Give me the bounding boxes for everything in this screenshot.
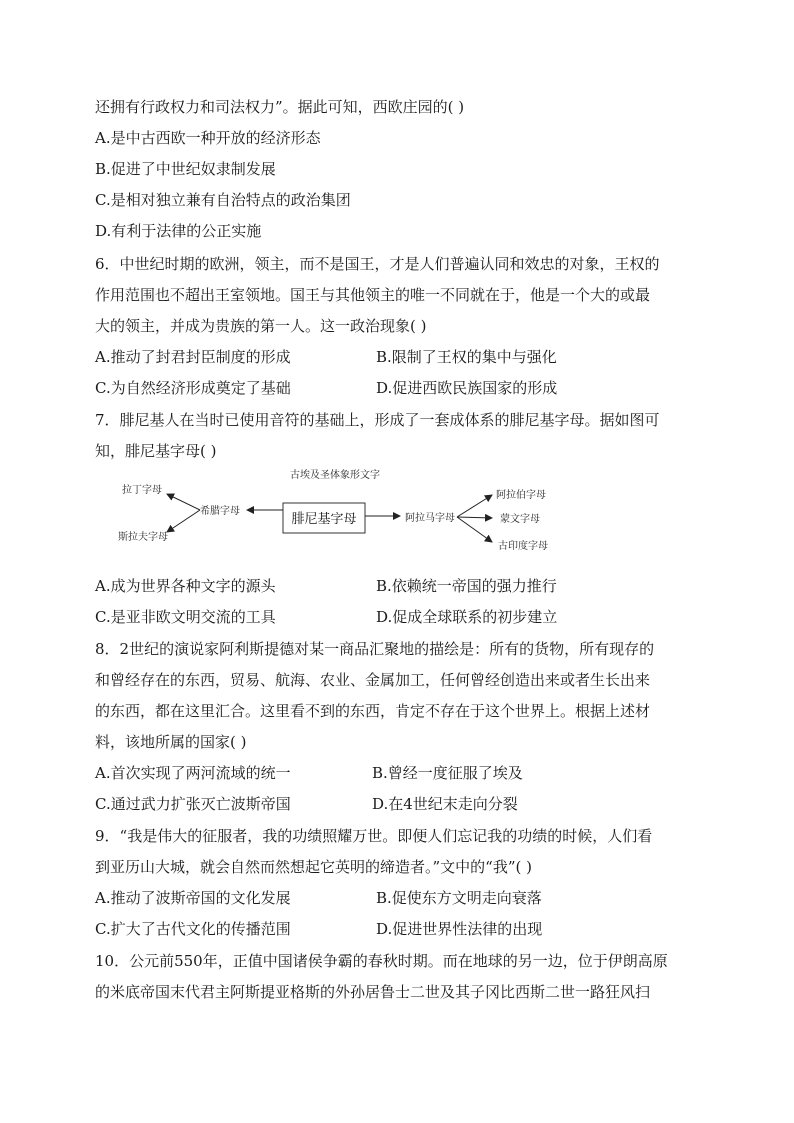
question-6-line-3: 大的领主，并成为贵族的第一人。这一政治现象( ) <box>95 317 427 335</box>
arrow-to-mongolian <box>457 517 492 518</box>
diagram-latin: 拉丁字母 <box>122 485 162 496</box>
diagram-center-label: 腓尼基字母 <box>291 512 357 527</box>
diagram-aramaic: 阿拉马字母 <box>405 513 455 524</box>
arrow-to-indian <box>457 517 492 542</box>
diagram-arabic: 阿拉伯字母 <box>496 490 546 501</box>
question-9-line-1: 9．“我是伟大的征服者，我的功绩照耀万世。即便人们忘记我的功绩的时候，人们看 <box>95 827 653 845</box>
diagram-indian: 古印度字母 <box>498 541 548 552</box>
q6-option-c: C.为自然经济形成奠定了基础 <box>95 379 291 397</box>
q5-option-c: C.是相对独立兼有自治特点的政治集团 <box>95 191 351 209</box>
question-10-line-1: 10．公元前550年，正值中国诸侯争霸的春秋时期。而在地球的另一边，位于伊朗高原 <box>95 952 668 970</box>
question-8-line-4: 料，该地所属的国家( ) <box>95 733 247 751</box>
q8-option-d: D.在4世纪末走向分裂 <box>372 795 518 813</box>
q5-option-b: B.促进了中世纪奴隶制发展 <box>95 160 276 178</box>
q6-option-b: B.限制了王权的集中与强化 <box>376 348 557 366</box>
question-8-line-3: 的东西，都在这里汇合。这里看不到的东西，肯定不存在于这个世界上。根据上述材 <box>95 702 651 720</box>
q9-option-d: D.促进世界性法律的出现 <box>376 920 543 938</box>
q8-option-a: A.首次实现了两河流域的统一 <box>95 764 291 782</box>
question-8-line-2: 和曾经存在的东西，贸易、航海、农业、金属加工，任何曾经创造出来或者生长出来 <box>95 671 651 689</box>
question-6-line-2: 作用范围也不超出王室领地。国王与其他领主的唯一不同就在于，他是一个大的或最 <box>95 286 651 304</box>
question-8-line-1: 8．2世纪的演说家阿利斯提德对某一商品汇聚地的描绘是：所有的货物，所有现存的 <box>95 640 655 658</box>
diagram-mongolian: 蒙文字母 <box>500 514 540 525</box>
q6-option-a: A.推动了封君封臣制度的形成 <box>95 348 291 366</box>
q5-option-d: D.有利于法律的公正实施 <box>95 222 262 240</box>
alphabet-derivation-diagram <box>0 460 794 570</box>
diagram-slavic: 斯拉夫字母 <box>118 532 168 543</box>
question-6-line-1: 6．中世纪时期的欧洲，领主，而不是国王，才是人们普遍认同和效忠的对象，王权的 <box>95 255 660 273</box>
question-10-line-2: 的米底帝国末代君主阿斯提亚格斯的外孙居鲁士二世及其子冈比西斯二世一路狂风扫 <box>95 983 651 1001</box>
q7-option-b: B.依赖统一帝国的强力推行 <box>376 577 557 595</box>
q9-option-b: B.促使东方文明走向衰落 <box>376 889 542 907</box>
q8-option-c: C.通过武力扩张灭亡波斯帝国 <box>95 795 291 813</box>
q5-option-a: A.是中古西欧一种开放的经济形态 <box>95 129 321 147</box>
question-5-stem: 还拥有行政权力和司法权力”。据此可知，西欧庄园的( ) <box>95 98 465 116</box>
q7-option-d: D.促成全球联系的初步建立 <box>376 608 558 626</box>
q7-option-c: C.是亚非欧文明交流的工具 <box>95 608 276 626</box>
arrow-to-latin <box>167 494 200 510</box>
diagram-top-label: 古埃及圣体象形文字 <box>290 470 380 481</box>
question-9-line-2: 到亚历山大城，就会自然而然想起它英明的缔造者。”文中的“我”( ) <box>95 858 532 876</box>
q6-option-d: D.促进西欧民族国家的形成 <box>376 379 558 397</box>
arrow-to-slavic <box>167 510 200 532</box>
question-7-line-1: 7．腓尼基人在当时已使用音符的基础上，形成了一套成体系的腓尼基字母。据如图可 <box>95 411 660 429</box>
q8-option-b: B.曾经一度征服了埃及 <box>372 764 523 782</box>
q9-option-c: C.扩大了古代文化的传播范围 <box>95 920 291 938</box>
question-7-line-2: 知，腓尼基字母( ) <box>95 442 217 460</box>
diagram-greek: 希腊字母 <box>200 506 240 517</box>
arrow-to-arabic <box>457 495 492 517</box>
q9-option-a: A.推动了波斯帝国的文化发展 <box>95 889 291 907</box>
q7-option-a: A.成为世界各种文字的源头 <box>95 577 276 595</box>
